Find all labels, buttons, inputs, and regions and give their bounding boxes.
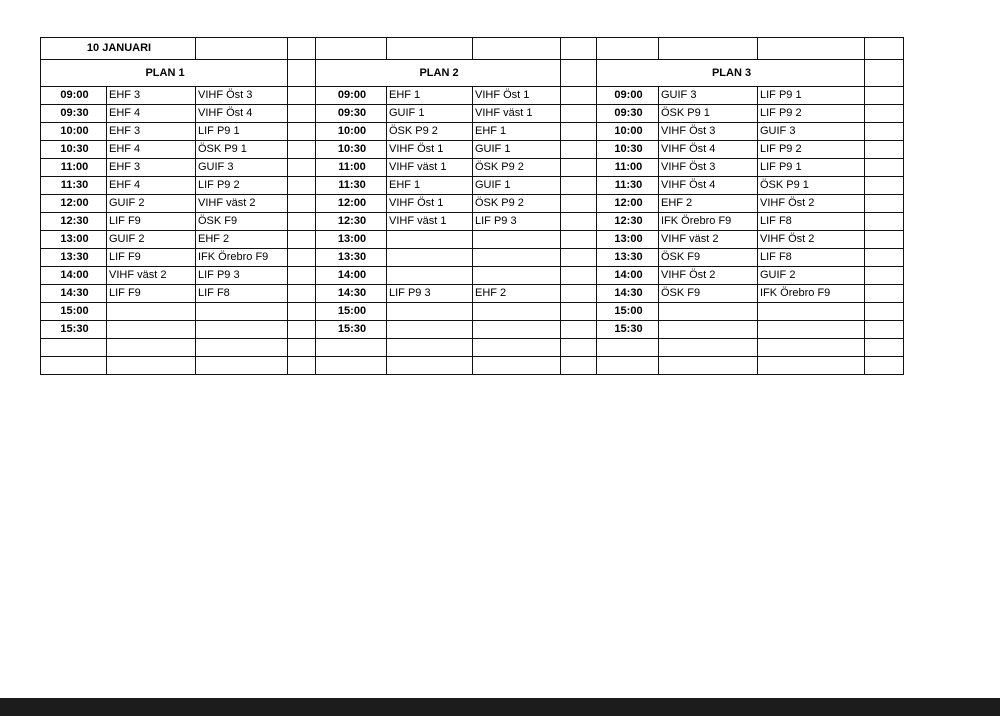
team-home-cell: VIHF Öst 2 (659, 267, 758, 285)
team-home-cell: VIHF väst 1 (387, 159, 473, 177)
team-away-cell: LIF P9 2 (196, 177, 288, 195)
team-away-cell: IFK Örebro F9 (196, 249, 288, 267)
date-row (41, 38, 904, 60)
spacer-cell (561, 123, 597, 141)
spacer-cell (561, 321, 597, 339)
team-home-cell: VIHF Öst 4 (659, 177, 758, 195)
table-row (41, 105, 904, 123)
team-home-cell: EHF 1 (387, 87, 473, 105)
time-cell: 13:30 (316, 249, 387, 267)
time-cell (41, 339, 107, 357)
spacer-cell (288, 141, 316, 159)
team-home-cell: EHF 3 (107, 123, 196, 141)
table-row (41, 177, 904, 195)
time-cell: 13:00 (41, 231, 107, 249)
spacer-cell (561, 177, 597, 195)
team-home-cell: EHF 3 (107, 159, 196, 177)
empty-cell (387, 38, 473, 60)
team-away-cell: ÖSK P9 1 (758, 177, 865, 195)
team-away-cell: IFK Örebro F9 (758, 285, 865, 303)
time-cell: 15:00 (41, 303, 107, 321)
plan-header-row (41, 60, 904, 87)
time-cell: 15:00 (316, 303, 387, 321)
team-away-cell (473, 339, 561, 357)
empty-cell (659, 38, 758, 60)
team-away-cell (196, 303, 288, 321)
spacer-cell (288, 177, 316, 195)
team-away-cell: EHF 2 (196, 231, 288, 249)
spacer-cell (865, 267, 904, 285)
table-row (41, 339, 904, 357)
time-cell: 11:00 (597, 159, 659, 177)
spacer-cell (561, 357, 597, 375)
spacer-cell (288, 303, 316, 321)
spacer-cell (865, 213, 904, 231)
team-away-cell (473, 231, 561, 249)
table-row (41, 249, 904, 267)
time-cell: 12:00 (41, 195, 107, 213)
time-cell: 13:00 (316, 231, 387, 249)
table-row (41, 213, 904, 231)
team-away-cell: ÖSK P9 1 (196, 141, 288, 159)
time-cell: 10:30 (41, 141, 107, 159)
spacer-cell (288, 267, 316, 285)
spacer-cell (561, 339, 597, 357)
spacer-cell (561, 105, 597, 123)
spacer-cell (561, 87, 597, 105)
empty-cell (865, 38, 904, 60)
team-home-cell: EHF 3 (107, 87, 196, 105)
team-home-cell: VIHF Öst 3 (659, 123, 758, 141)
time-cell: 12:00 (316, 195, 387, 213)
team-home-cell: ÖSK P9 1 (659, 105, 758, 123)
team-away-cell: GUIF 1 (473, 177, 561, 195)
time-cell: 11:30 (316, 177, 387, 195)
spacer-cell (561, 303, 597, 321)
spacer-cell (865, 303, 904, 321)
time-cell (316, 357, 387, 375)
team-home-cell: GUIF 1 (387, 105, 473, 123)
spacer-cell (288, 357, 316, 375)
spacer-cell (288, 321, 316, 339)
team-home-cell: EHF 1 (387, 177, 473, 195)
time-cell: 15:30 (597, 321, 659, 339)
spacer-cell (288, 60, 316, 87)
time-cell: 11:30 (597, 177, 659, 195)
team-home-cell (387, 357, 473, 375)
team-home-cell: EHF 4 (107, 105, 196, 123)
spacer-cell (561, 249, 597, 267)
team-away-cell (473, 249, 561, 267)
spacer-cell (288, 195, 316, 213)
time-cell: 09:00 (597, 87, 659, 105)
plan-3-title: PLAN 3 (597, 60, 865, 87)
team-home-cell: EHF 4 (107, 141, 196, 159)
time-cell: 13:30 (597, 249, 659, 267)
time-cell: 09:00 (316, 87, 387, 105)
team-away-cell: GUIF 2 (758, 267, 865, 285)
team-home-cell: LIF P9 3 (387, 285, 473, 303)
team-home-cell: IFK Örebro F9 (659, 213, 758, 231)
spacer-cell (288, 105, 316, 123)
team-home-cell (659, 339, 758, 357)
team-home-cell: VIHF väst 2 (107, 267, 196, 285)
table-row (41, 159, 904, 177)
empty-cell (196, 38, 288, 60)
team-away-cell: LIF P9 2 (758, 141, 865, 159)
team-away-cell: VIHF väst 2 (196, 195, 288, 213)
spacer-cell (561, 141, 597, 159)
team-away-cell: LIF P9 1 (758, 159, 865, 177)
time-cell: 11:00 (41, 159, 107, 177)
spacer-cell (865, 231, 904, 249)
time-cell: 09:30 (41, 105, 107, 123)
time-cell: 14:30 (316, 285, 387, 303)
team-away-cell (758, 339, 865, 357)
time-cell: 13:30 (41, 249, 107, 267)
spacer-cell (288, 231, 316, 249)
time-cell (597, 357, 659, 375)
spacer-cell (865, 87, 904, 105)
team-home-cell: GUIF 2 (107, 231, 196, 249)
time-cell: 13:00 (597, 231, 659, 249)
time-cell: 09:00 (41, 87, 107, 105)
spacer-cell (865, 321, 904, 339)
team-home-cell: VIHF Öst 4 (659, 141, 758, 159)
empty-cell (288, 38, 316, 60)
spacer-cell (561, 60, 597, 87)
date-label: 10 JANUARI (41, 38, 196, 60)
team-away-cell: VIHF Öst 2 (758, 195, 865, 213)
time-cell: 10:00 (41, 123, 107, 141)
spacer-cell (561, 285, 597, 303)
team-away-cell (473, 303, 561, 321)
empty-cell (758, 38, 865, 60)
time-cell: 14:00 (316, 267, 387, 285)
team-away-cell: LIF F8 (758, 213, 865, 231)
time-cell: 14:30 (597, 285, 659, 303)
team-home-cell (107, 357, 196, 375)
team-home-cell (387, 231, 473, 249)
team-home-cell: VIHF Öst 3 (659, 159, 758, 177)
table-row (41, 141, 904, 159)
time-cell: 15:00 (597, 303, 659, 321)
spacer-cell (288, 87, 316, 105)
time-cell: 12:00 (597, 195, 659, 213)
spacer-cell (288, 285, 316, 303)
team-away-cell: LIF P9 1 (758, 87, 865, 105)
schedule-sheet (40, 37, 903, 375)
time-cell: 15:30 (41, 321, 107, 339)
team-home-cell: VIHF Öst 1 (387, 195, 473, 213)
table-row (41, 231, 904, 249)
team-home-cell (387, 321, 473, 339)
time-cell: 10:30 (316, 141, 387, 159)
team-away-cell (196, 339, 288, 357)
team-away-cell (758, 303, 865, 321)
team-away-cell: GUIF 3 (758, 123, 865, 141)
team-home-cell: LIF F9 (107, 249, 196, 267)
team-away-cell: LIF P9 1 (196, 123, 288, 141)
team-home-cell (387, 249, 473, 267)
time-cell: 12:30 (41, 213, 107, 231)
spacer-cell (865, 357, 904, 375)
empty-cell (473, 38, 561, 60)
empty-cell (561, 38, 597, 60)
team-home-cell: EHF 2 (659, 195, 758, 213)
spacer-cell (865, 249, 904, 267)
team-home-cell: EHF 4 (107, 177, 196, 195)
spacer-cell (561, 159, 597, 177)
spacer-cell (288, 123, 316, 141)
team-home-cell: LIF F9 (107, 213, 196, 231)
team-away-cell: VIHF väst 1 (473, 105, 561, 123)
spacer-cell (865, 195, 904, 213)
time-cell: 14:30 (41, 285, 107, 303)
team-away-cell (196, 321, 288, 339)
time-cell: 11:00 (316, 159, 387, 177)
team-away-cell: EHF 1 (473, 123, 561, 141)
spacer-cell (865, 123, 904, 141)
time-cell: 09:30 (316, 105, 387, 123)
spacer-cell (865, 159, 904, 177)
team-home-cell (659, 321, 758, 339)
spacer-cell (561, 195, 597, 213)
spacer-cell (865, 141, 904, 159)
team-away-cell (473, 267, 561, 285)
spacer-cell (865, 105, 904, 123)
team-home-cell: VIHF väst 2 (659, 231, 758, 249)
spacer-cell (561, 213, 597, 231)
team-away-cell: ÖSK P9 2 (473, 159, 561, 177)
empty-cell (316, 38, 387, 60)
team-away-cell: LIF F8 (758, 249, 865, 267)
time-cell: 09:30 (597, 105, 659, 123)
team-away-cell: LIF F8 (196, 285, 288, 303)
table-row (41, 195, 904, 213)
time-cell (316, 339, 387, 357)
team-home-cell (387, 339, 473, 357)
schedule-table (40, 37, 904, 375)
team-home-cell (107, 321, 196, 339)
team-away-cell: GUIF 3 (196, 159, 288, 177)
spacer-cell (561, 231, 597, 249)
team-away-cell: VIHF Öst 2 (758, 231, 865, 249)
team-away-cell (196, 357, 288, 375)
plan-1-title: PLAN 1 (41, 60, 288, 87)
team-away-cell: VIHF Öst 4 (196, 105, 288, 123)
time-cell: 12:30 (597, 213, 659, 231)
time-cell (41, 357, 107, 375)
team-home-cell: ÖSK F9 (659, 285, 758, 303)
table-row (41, 267, 904, 285)
table-row (41, 285, 904, 303)
team-home-cell: ÖSK P9 2 (387, 123, 473, 141)
spacer-cell (865, 285, 904, 303)
team-home-cell (659, 357, 758, 375)
plan-2-title: PLAN 2 (316, 60, 561, 87)
team-away-cell: EHF 2 (473, 285, 561, 303)
team-home-cell (387, 303, 473, 321)
table-row (41, 357, 904, 375)
team-away-cell (473, 321, 561, 339)
team-home-cell (659, 303, 758, 321)
team-home-cell (107, 303, 196, 321)
team-away-cell (473, 357, 561, 375)
time-cell: 14:00 (597, 267, 659, 285)
team-away-cell: VIHF Öst 3 (196, 87, 288, 105)
team-home-cell (107, 339, 196, 357)
team-home-cell: LIF F9 (107, 285, 196, 303)
spacer-cell (288, 213, 316, 231)
time-cell: 11:30 (41, 177, 107, 195)
empty-cell (597, 38, 659, 60)
spacer-cell (865, 339, 904, 357)
team-away-cell (758, 321, 865, 339)
spacer-cell (288, 339, 316, 357)
team-away-cell: LIF P9 2 (758, 105, 865, 123)
table-row (41, 87, 904, 105)
team-home-cell: VIHF Öst 1 (387, 141, 473, 159)
time-cell: 10:30 (597, 141, 659, 159)
time-cell: 14:00 (41, 267, 107, 285)
team-home-cell: VIHF väst 1 (387, 213, 473, 231)
team-home-cell (387, 267, 473, 285)
table-row (41, 303, 904, 321)
spacer-cell (288, 249, 316, 267)
time-cell: 10:00 (597, 123, 659, 141)
time-cell (597, 339, 659, 357)
team-away-cell: ÖSK F9 (196, 213, 288, 231)
spacer-cell (288, 159, 316, 177)
team-away-cell (758, 357, 865, 375)
spacer-cell (865, 60, 904, 87)
team-away-cell: ÖSK P9 2 (473, 195, 561, 213)
time-cell: 10:00 (316, 123, 387, 141)
bottom-bar (0, 698, 1000, 716)
team-away-cell: GUIF 1 (473, 141, 561, 159)
team-away-cell: LIF P9 3 (196, 267, 288, 285)
table-row (41, 123, 904, 141)
time-cell: 15:30 (316, 321, 387, 339)
spacer-cell (865, 177, 904, 195)
spacer-cell (561, 267, 597, 285)
team-home-cell: ÖSK F9 (659, 249, 758, 267)
team-home-cell: GUIF 3 (659, 87, 758, 105)
team-away-cell: LIF P9 3 (473, 213, 561, 231)
time-cell: 12:30 (316, 213, 387, 231)
table-row (41, 321, 904, 339)
team-home-cell: GUIF 2 (107, 195, 196, 213)
team-away-cell: VIHF Öst 1 (473, 87, 561, 105)
